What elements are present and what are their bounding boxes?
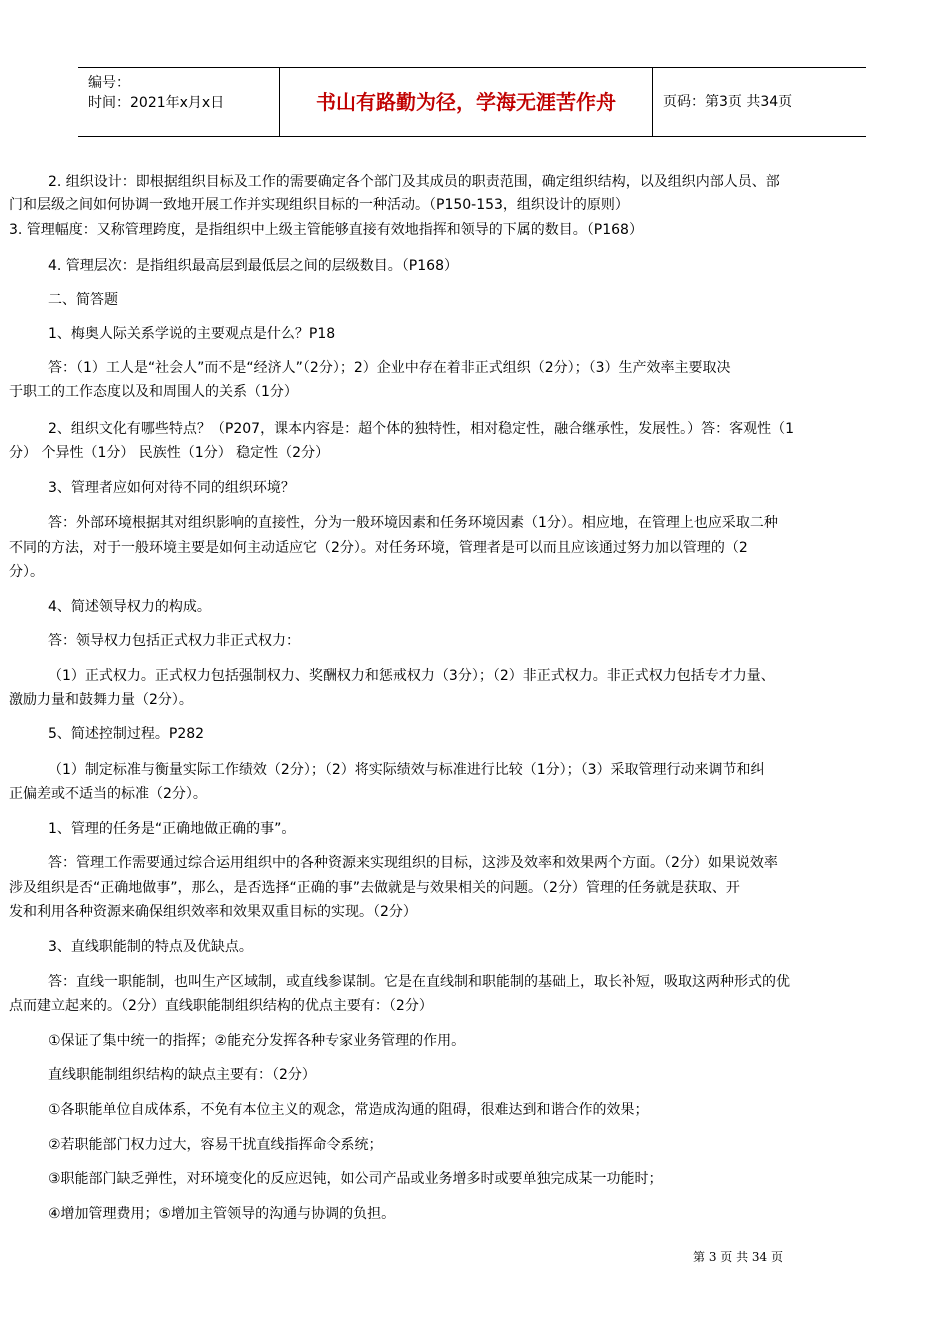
body-line: 答：直线一职能制，也叫生产区域制，或直线参谋制。它是在直线制和职能制的基础上，取长补短，吸取这两种形式的优 [48,974,790,990]
body-line: 正偏差或不适当的标准（2分）。 [9,786,207,802]
page-footer: 第 3 页 共 34 页 [693,1250,783,1264]
question-line: 1、管理的任务是“正确地做正确的事”。 [48,821,296,837]
list-item: ②若职能部门权力过大，容易干扰直线指挥命令系统； [48,1137,383,1153]
body-line: 分）。 [9,564,44,580]
body-line: （1）正式权力。正式权力包括强制权力、奖酬权力和惩戒权力（3分）；（2）非正式权力。非正式权力包括专才力量、 [48,668,775,684]
body-line: 激励力量和鼓舞力量（2分）。 [9,692,193,708]
list-item: ③职能部门缺乏弹性，对环境变化的反应迟钝，如公司产品或业务增多时或要单独完成某一功能时； [48,1171,663,1187]
question-line: 3、管理者应如何对待不同的组织环境？ [48,480,295,496]
question-line: 4、简述领导权力的构成。 [48,599,211,615]
body-line: 答：领导权力包括正式权力非正式权力： [48,633,300,649]
question-line: 3、直线职能制的特点及优缺点。 [48,939,253,955]
body-line: 答：外部环境根据其对组织影响的直接性，分为一般环境因素和任务环境因素（1分）。相应地，在管理上也应采取二种 [48,515,778,531]
list-item: ④增加管理费用；⑤增加主管领导的沟通与协调的负担。 [48,1206,396,1222]
body-line: 门和层级之间如何协调一致地开展工作并实现组织目标的一种活动。（P150-153，组织设计的原则） [9,197,629,213]
header-motto-cell [280,68,653,136]
body-line: 发和利用各种资源来确保组织效率和效果双重目标的实现。（2分） [9,904,417,920]
body-line: 直线职能制组织结构的缺点主要有：（2分） [48,1067,316,1083]
body-line: 答：（1）工人是“社会人”而不是“经济人”（2分）；2）企业中存在着非正式组织（2分）；（3）生产效率主要取决 [48,360,731,376]
body-line: （1）制定标准与衡量实际工作绩效（2分）；（2）将实际绩效与标准进行比较（1分）；（3）采取管理行动来调节和纠 [48,762,765,778]
header-box [78,67,866,137]
motto: 书山有路勤为径，学海无涯苦作舟 [316,90,616,114]
header-page-cell [653,68,866,136]
question-line: 1、梅奥人际关系学说的主要观点是什么？P18 [48,326,336,342]
body-line: 3. 管理幅度：又称管理跨度，是指组织中上级主管能够直接有效地指挥和领导的下属的数目。（P168） [9,222,643,238]
body-line: 2. 组织设计：即根据组织目标及工作的需要确定各个部门及其成员的职责范围，确定组织结构，以及组织内部人员、部 [48,174,780,190]
body-line: 答：管理工作需要通过综合运用组织中的各种资源来实现组织的目标，这涉及效率和效果两个方面。（2分）如果说效率 [48,855,778,871]
question-line: 5、简述控制过程。P282 [48,726,205,742]
body-line: 于职工的工作态度以及和周围人的关系（1分） [9,384,298,400]
body-line: 4. 管理层次：是指组织最高层到最低层之间的层级数目。（P168） [48,258,458,274]
section-heading: 二、简答题 [48,292,118,308]
body-line: 不同的方法，对于一般环境主要是如何主动适应它（2分）。对任务环境，管理者是可以而且应该通过努力加以管理的（2 [9,540,748,556]
list-item: ①各职能单位自成体系，不免有本位主义的观念，常造成沟通的阻碍，很难达到和谐合作的效果； [48,1102,649,1118]
date-line: 时间：2021年x月x日 [88,95,225,111]
body-line: 点而建立起来的。（2分）直线职能制组织结构的优点主要有：（2分） [9,998,433,1014]
header-meta-cell [78,68,280,136]
page-code: 页码：第3页 共34页 [663,94,793,110]
body-line: 涉及组织是否“正确地做事”，那么，是否选择“正确的事”去做就是与效果相关的问题。（2分）管理的任务就是获取、开 [9,880,740,896]
list-item: ①保证了集中统一的指挥；②能充分发挥各种专家业务管理的作用。 [48,1033,466,1049]
serial-label: 编号： [88,75,130,91]
body-line: 分） 个异性（1分） 民族性（1分） 稳定性（2分） [9,445,330,461]
question-line: 2、组织文化有哪些特点？（P207，课本内容是：超个体的独特性，相对稳定性，融合继承性，发展性。）答：客观性（1 [48,421,794,437]
